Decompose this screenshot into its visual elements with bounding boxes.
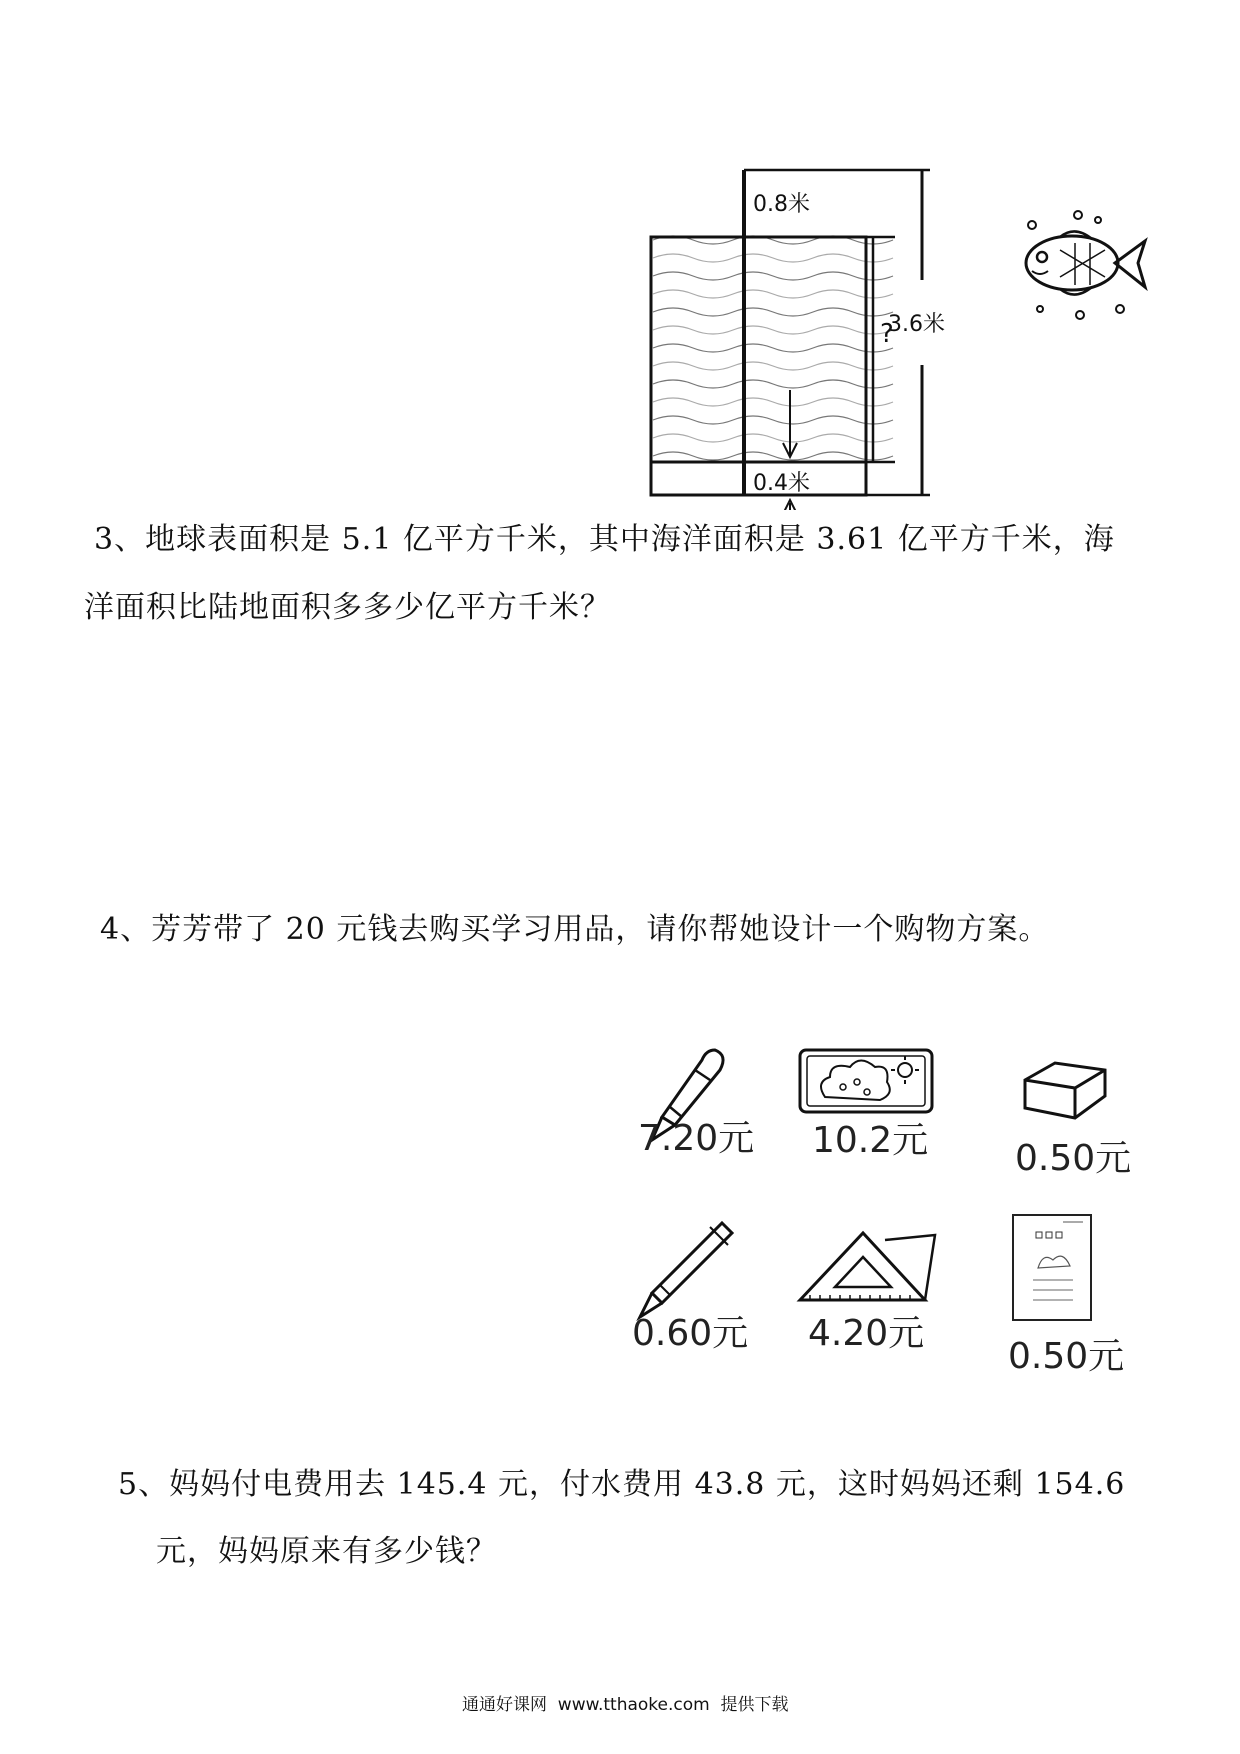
question-3-line-1: 3、地球表面积是 5.1 亿平方千米，其中海洋面积是 3.61 亿平方千米，海: [94, 522, 1115, 557]
label-water-height: ?: [880, 319, 894, 349]
pencil-box-icon: [795, 1042, 940, 1122]
eraser-icon: [1015, 1058, 1115, 1128]
label-total-height: 3.6米: [888, 312, 945, 337]
label-bottom-gap: 0.4米: [753, 471, 810, 496]
triangle-ruler-icon: [795, 1225, 940, 1305]
question-5-line-1: 5、妈妈付电费用去 145.4 元，付水费用 43.8 元，这时妈妈还剩 154.6: [118, 1467, 1126, 1502]
price-pencil: 0.60元: [632, 1313, 749, 1354]
price-pen: 7.20元: [638, 1118, 755, 1159]
price-eraser: 0.50元: [1015, 1138, 1132, 1179]
fish-icon: [1020, 205, 1155, 335]
footer-text: 通通好课网 www.tthaoke.com 提供下载: [462, 1695, 789, 1715]
question-3-line-2: 洋面积比陆地面积多多少亿平方千米？: [84, 590, 611, 625]
question-5-line-2: 元，妈妈原来有多少钱？: [156, 1534, 497, 1569]
label-top-gap: 0.8米: [753, 192, 810, 217]
price-pencil-box: 10.2元: [812, 1120, 929, 1161]
question-4-line-1: 4、芳芳带了 20 元钱去购买学习用品，请你帮她设计一个购物方案。: [100, 912, 1050, 947]
price-notebook: 0.50元: [1008, 1336, 1125, 1377]
water-waves: [653, 236, 893, 460]
price-triangle-ruler: 4.20元: [808, 1313, 925, 1354]
notebook-icon: [1008, 1210, 1098, 1325]
